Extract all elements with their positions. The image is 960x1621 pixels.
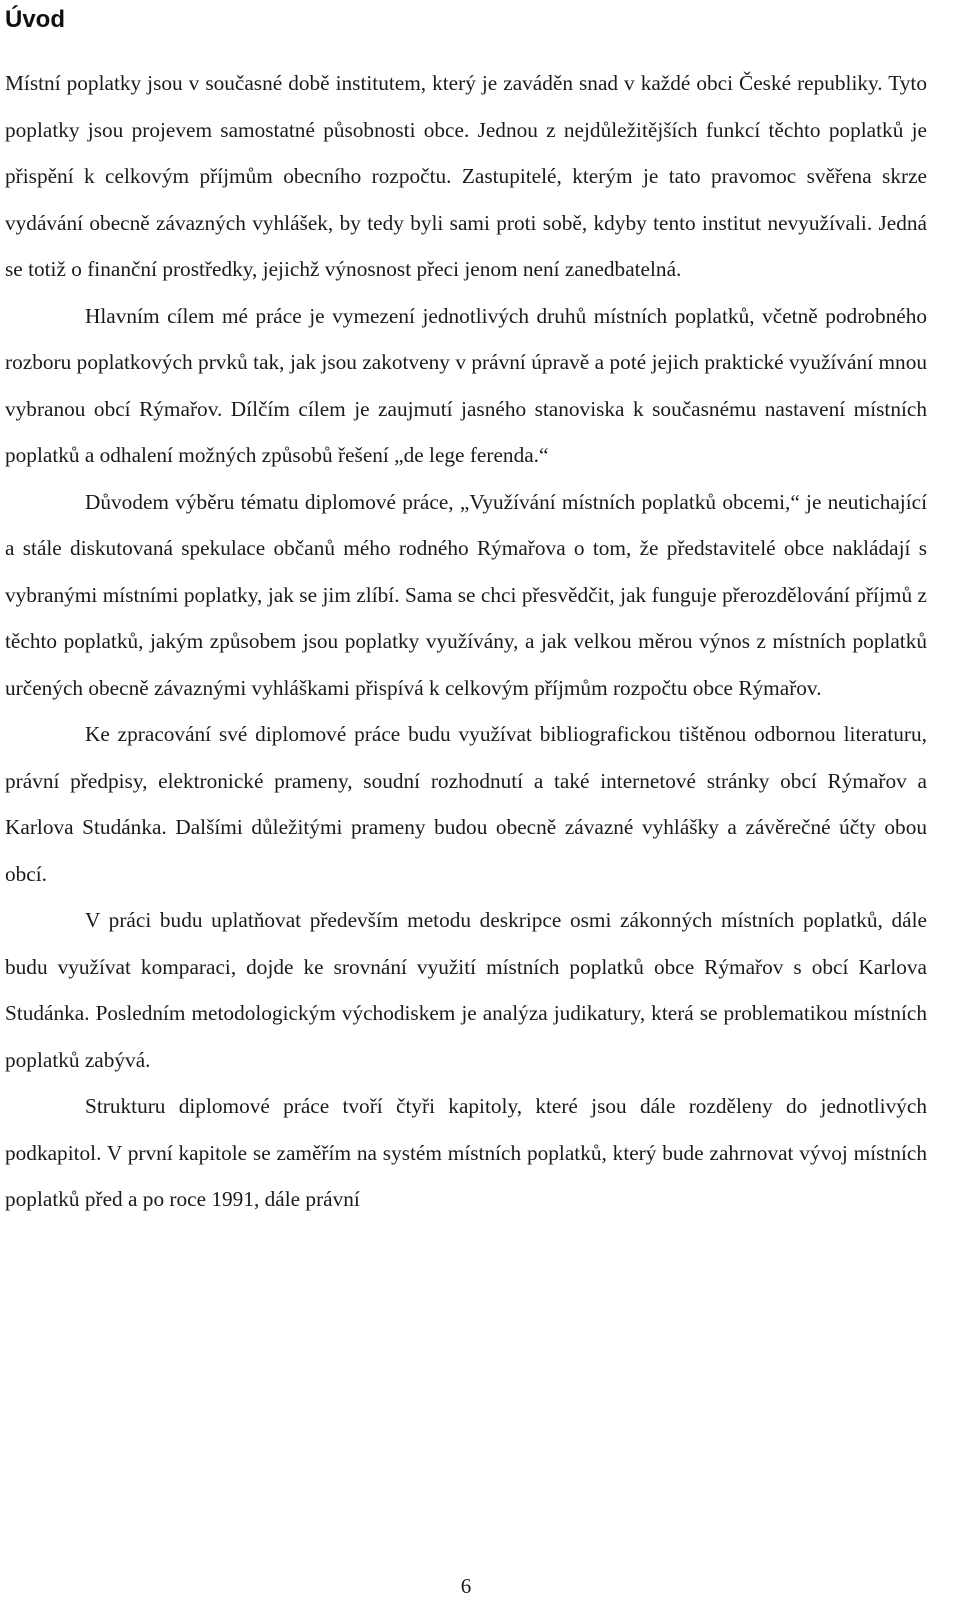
paragraph-motivation: Důvodem výběru tématu diplomové práce, „Využívání místních poplatků obcemi,“ je neutichající a stále diskutovaná spekulace občanů mého rodného Rýmařova o tom, že představitelé obce nakládají s vybranými místními poplatky, jak se jim zlíbí. Sama se chci přesvědčit, jak funguje přerozdělování příjmů z těchto poplatků, jakým způsobem jsou poplatky využívány, a jak velkou měrou výnos z místních poplatků určených obecně závaznými vyhláškami přispívá k celkovým příjmům rozpočtu obce Rýmařov. — [5, 489, 927, 700]
paragraph-sources: Ke zpracování své diplomové práce budu využívat bibliografickou tištěnou odbornou literaturu, právní předpisy, elektronické prameny, soudní rozhodnutí a také internetové stránky obcí Rýmařov a Karlova Studánka. Dalšími důležitými prameny budou obecně závazné vyhlášky a závěrečné účty obou obcí. — [5, 722, 927, 886]
paragraph-structure: Strukturu diplomové práce tvoří čtyři kapitoly, které jsou dále rozděleny do jednotlivých podkapitol. V první kapitole se zaměřím na systém místních poplatků, který bude zahrnovat vývoj místních poplatků před a po roce 1991, dále právní — [5, 1094, 927, 1211]
body-text — [5, 60, 927, 1223]
paragraph-goals: Hlavním cílem mé práce je vymezení jednotlivých druhů místních poplatků, včetně podrobného rozboru poplatkových prvků tak, jak jsou zakotveny v právní úpravě a poté jejich praktické využívání mnou vybranou obcí Rýmařov. Dílčím cílem je zaujmutí jasného stanoviska k současnému nastavení místních poplatků a odhalení možných způsobů řešení „de lege ferenda.“ — [5, 303, 927, 467]
page-number: 6 — [460, 1574, 472, 1598]
section-heading: Úvod — [5, 6, 65, 33]
document-page — [5, 0, 927, 1621]
paragraph-intro: Místní poplatky jsou v současné době institutem, který je zaváděn snad v každé obci České republiky. Tyto poplatky jsou projevem samostatné působnosti obce. Jednou z nejdůležitějších funkcí těchto poplatků je přispění k celkovým příjmům obecního rozpočtu. Zastupitelé, kterým je tato pravomoc svěřena skrze vydávání obecně závazných vyhlášek, by tedy byli sami proti sobě, kdyby tento institut nevyužívali. Jedná se totiž o finanční prostředky, jejichž výnosnost přeci jenom není zanedbatelná. — [5, 71, 927, 281]
paragraph-methods: V práci budu uplatňovat především metodu deskripce osmi zákonných místních poplatků, dále budu využívat komparaci, dojde ke srovnání využití místních poplatků obce Rýmařov s obcí Karlova Studánka. Posledním metodologickým východiskem je analýza judikatury, která se problematikou místních poplatků zabývá. — [5, 908, 927, 1072]
